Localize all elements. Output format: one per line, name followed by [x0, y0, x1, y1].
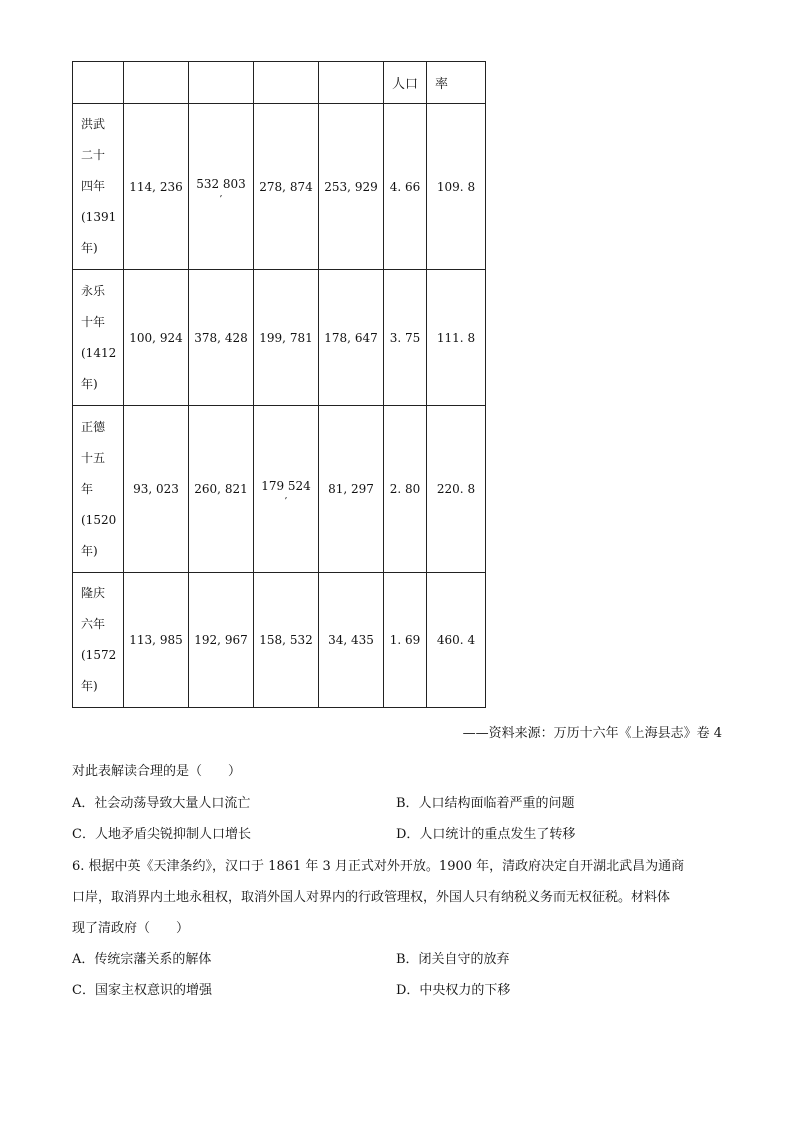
header-cell [124, 62, 189, 104]
table-cell: 192, 967 [189, 573, 254, 708]
table-cell: 81, 297 [319, 406, 384, 573]
table-cell: 253, 929 [319, 104, 384, 270]
table-cell: 111. 8 [427, 270, 486, 406]
option-b: B．人口结构面临着严重的问题 [396, 796, 575, 811]
row-label [73, 270, 124, 406]
table-cell: 378, 428 [189, 270, 254, 406]
label-line: 洪武 [81, 117, 106, 131]
table-cell: 34, 435 [319, 573, 384, 708]
table-cell: 109. 8 [427, 104, 486, 270]
option-c: C．国家主权意识的增强 [72, 983, 212, 998]
label-line: 十年 [81, 314, 106, 329]
table-cell [189, 104, 254, 270]
header-cell [319, 62, 384, 104]
option-a: A．社会动荡导致大量人口流亡 [72, 796, 251, 811]
table-cell: 2. 80 [384, 406, 427, 573]
table-cell: 460. 4 [427, 573, 486, 708]
row-label [73, 104, 124, 270]
header-cell [254, 62, 319, 104]
label-line: 六年 [81, 617, 106, 631]
source-citation: ——资料来源：万历十六年《上海县志》卷 4 [462, 726, 722, 741]
table-cell: 100, 924 [124, 270, 189, 406]
label-line: 年 [81, 481, 94, 496]
label-line: 年) [81, 543, 98, 558]
table-cell: 220. 8 [427, 406, 486, 573]
question-6-line-2: 口岸，取消界内土地永租权，取消外国人对界内的行政管理权，外国人只有纳税义务而无权征税。材料体 [72, 890, 671, 905]
question-6-line-1: 6. 根据中英《天津条约》，汉口于 1861 年 3 月正式对外开放。1900 年，清政府决定自开湖北武昌为通商 [72, 859, 685, 874]
table-cell: 158, 532 [254, 573, 319, 708]
header-cell: 率 [427, 62, 486, 104]
table-row [73, 573, 486, 708]
table-cell: 93, 023 [124, 406, 189, 573]
label-line: (1412 [81, 345, 117, 360]
option-d: D．人口统计的重点发生了转移 [396, 827, 576, 842]
table-cell: 278, 874 [254, 104, 319, 270]
label-line: 二十 [81, 148, 106, 162]
option-c: C．人地矛盾尖锐抑制人口增长 [72, 827, 251, 842]
population-table [72, 61, 486, 708]
table-cell: 178, 647 [319, 270, 384, 406]
table-cell: 199, 781 [254, 270, 319, 406]
header-cell: 人口 [384, 62, 427, 104]
label-line: (1391 [81, 210, 117, 224]
table-row [73, 406, 486, 573]
cell-value: 532 803 [196, 176, 246, 191]
table-cell: 114, 236 [124, 104, 189, 270]
row-label [73, 573, 124, 708]
table-cell: 260, 821 [189, 406, 254, 573]
label-line: 四年 [81, 179, 106, 193]
header-cell [73, 62, 124, 104]
label-line: 隆庆 [81, 586, 106, 600]
table-row [73, 104, 486, 270]
label-line: 年) [81, 241, 98, 255]
label-line: (1572 [81, 648, 117, 662]
table-row [73, 270, 486, 406]
label-line: 年) [81, 679, 98, 693]
table-cell: 4. 66 [384, 104, 427, 270]
option-b: B．闭关自守的放弃 [396, 952, 510, 967]
table-cell: 3. 75 [384, 270, 427, 406]
cell-mark: , [284, 491, 288, 501]
row-label [73, 406, 124, 573]
label-line: (1520 [81, 512, 117, 527]
label-line: 正德 [81, 419, 106, 434]
label-line: 年) [81, 376, 98, 391]
option-d: D．中央权力的下移 [396, 983, 511, 998]
cell-value: 179 524 [261, 479, 311, 493]
table-cell: 1. 69 [384, 573, 427, 708]
table-header-row [73, 62, 486, 104]
header-cell [189, 62, 254, 104]
table-cell [254, 406, 319, 573]
option-a: A．传统宗藩关系的解体 [72, 952, 212, 967]
label-line: 十五 [81, 450, 106, 465]
cell-mark: , [219, 188, 223, 199]
table-cell: 113, 985 [124, 573, 189, 708]
question-5-stem: 对此表解读合理的是（ ） [72, 764, 242, 779]
label-line: 永乐 [81, 283, 106, 298]
question-6-line-3: 现了清政府（ ） [72, 921, 190, 936]
